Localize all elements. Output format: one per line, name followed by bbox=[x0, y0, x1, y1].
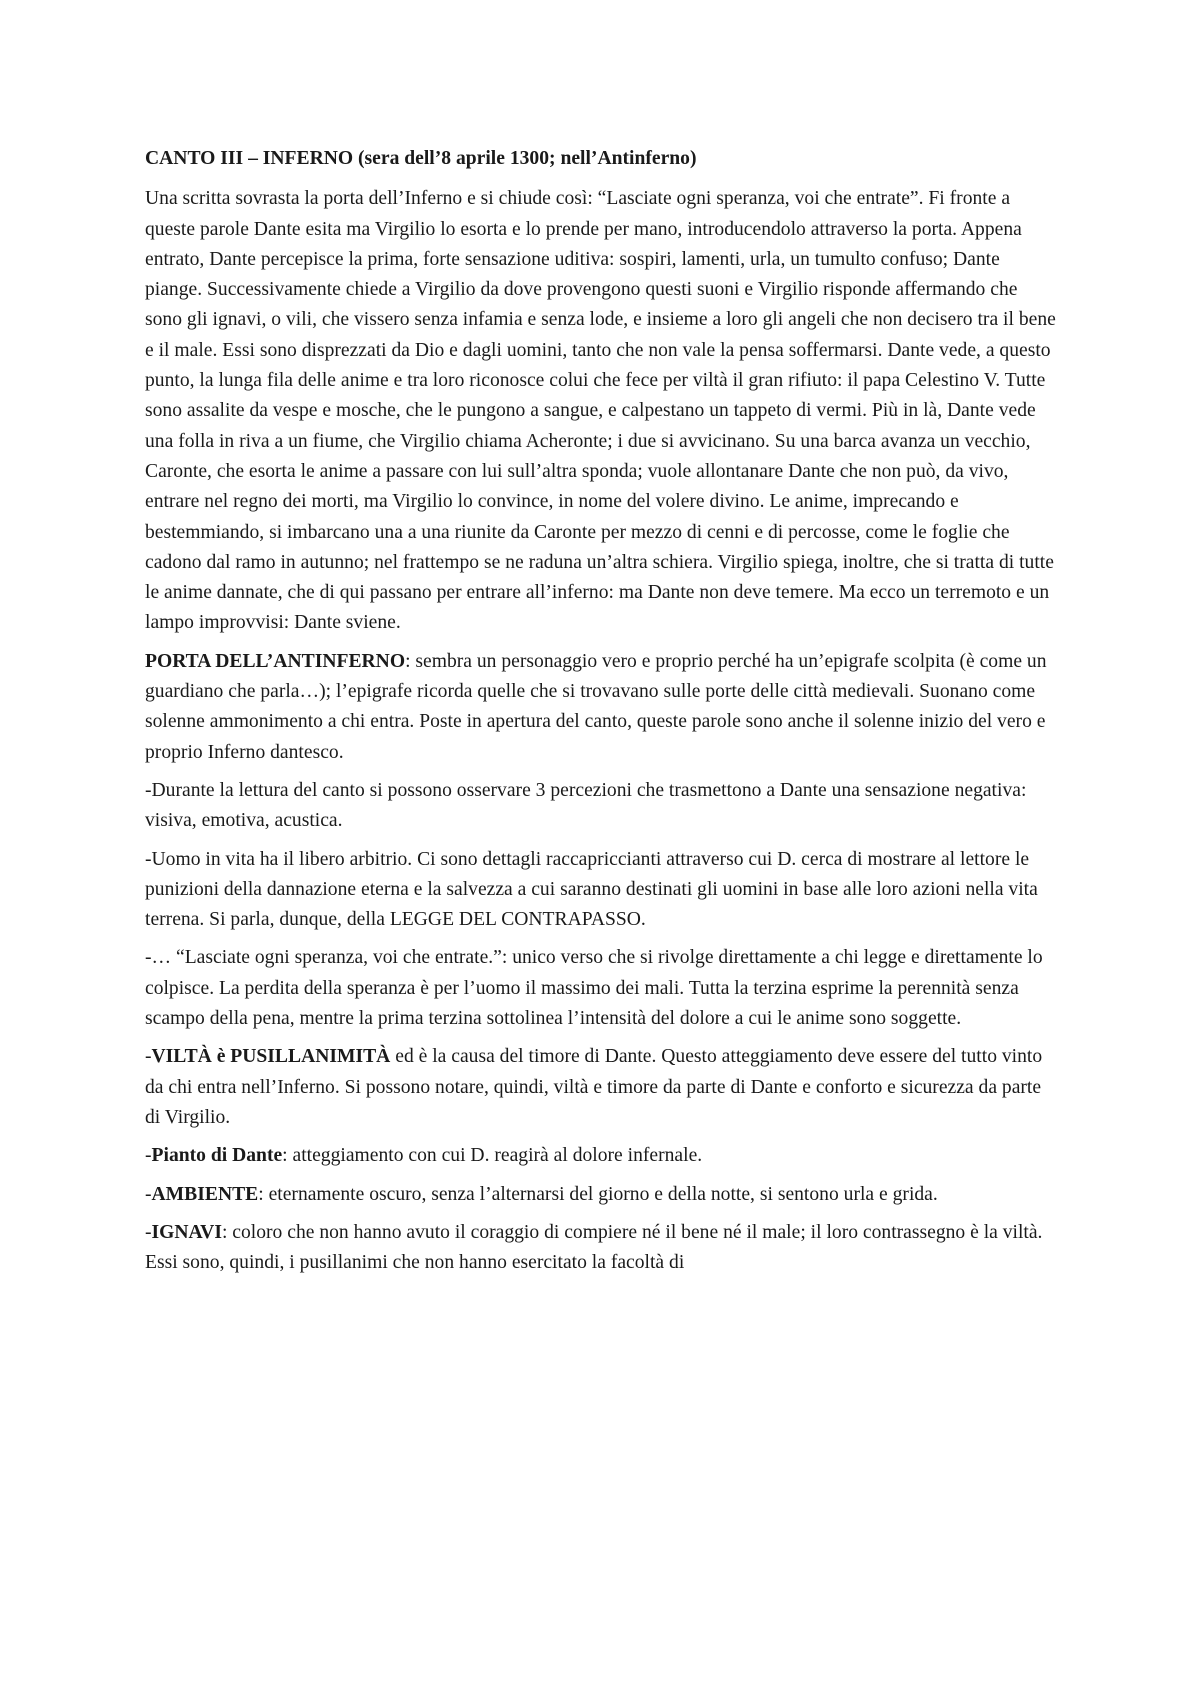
ignavi-prefix: - bbox=[145, 1221, 152, 1243]
ignavi-paragraph bbox=[145, 1218, 1057, 1279]
ignavi-heading: IGNAVI bbox=[151, 1221, 222, 1243]
ambiente-heading: AMBIENTE bbox=[151, 1183, 259, 1205]
ignavi-text: : coloro che non hanno avuto il coraggio di compiere né il bene né il male; il loro contrassegno è la viltà. Essi sono, quindi, i pusillanimi che non hanno esercitato la facoltà di bbox=[145, 1221, 1043, 1274]
document-page bbox=[145, 144, 1057, 1286]
ambiente-text: : eternamente oscuro, senza l’alternarsi del giorno e della notte, si sentono urla e grida. bbox=[258, 1183, 938, 1205]
vilta-paragraph bbox=[145, 1042, 1057, 1133]
document-title: CANTO III – INFERNO (sera dell’8 aprile 1300; nell’Antinferno) bbox=[145, 148, 697, 169]
vilta-prefix: - bbox=[145, 1046, 152, 1068]
summary-paragraph: Una scritta sovrasta la porta dell’Inferno e si chiude così: “Lasciate ogni speranza, voi che entrate”. Fi fronte a queste parole Dante esita ma Virgilio lo esorta e lo prende per mano, introducendolo attraverso la porta. Appena entrato, Dante percepisce la prima, forte sensazione uditiva: sospiri, lamenti, urla, un tumulto confuso; Dante piange. Successivamente chiede a Virgilio da dove provengono questi suoni e Virgilio risponde affermando che sono gli ignavi, o vili, che vissero senza infamia e senza lode, e insieme a loro gli angeli che non decisero tra il bene e il male. Essi sono disprezzati da Dio e dagli uomini, tanto che non vale la pensa soffermarsi. Dante vede, a questo punto, la lunga fila delle anime e tra loro riconosce colui che fece per viltà il gran rifiuto: il papa Celestino V. Tutte sono assalite da vespe e mosche, che le pungono a sangue, e calpestano un tappeto di vermi. Più in là, Dante vede una folla in riva a un fiume, che Virgilio chiama Acheronte; i due si avvicinano. Su una barca avanza un vecchio, Caronte, che esorta le anime a passare con lui sull’altra sponda; vuole allontanare Dante che non può, da vivo, entrare nel regno dei morti, ma Virgilio lo convince, in nome del volere divino. Le anime, imprecando e bestemmiando, si imbarcano una a una riunite da Caronte per mezzo di cenni e di percosse, come le foglie che cadono dal ramo in autunno; nel frattempo se ne raduna un’altra schiera. Virgilio spiega, inoltre, che si tratta di tutte le anime dannate, che di qui passano per entrare all’inferno: ma Dante non deve temere. Ma ecco un terremoto e un lampo improvvisi: Dante sviene. bbox=[145, 188, 1056, 634]
arbitrio-paragraph: -Uomo in vita ha il libero arbitrio. Ci sono dettagli raccapriccianti attraverso cui D. cerca di mostrare al lettore le punizioni della dannazione eterna e la salvezza a cui saranno destinati gli uomini in base alle loro azioni nella vita terrena. Si parla, dunque, della LEGGE DEL CONTRAPASSO. bbox=[145, 848, 1038, 931]
porta-paragraph bbox=[145, 647, 1057, 768]
porta-heading: PORTA DELL’ANTINFERNO bbox=[145, 650, 406, 672]
pianto-paragraph bbox=[145, 1141, 1057, 1171]
ambiente-prefix: - bbox=[145, 1183, 152, 1205]
ambiente-paragraph bbox=[145, 1180, 1057, 1210]
pianto-text: : atteggiamento con cui D. reagirà al dolore infernale. bbox=[282, 1145, 703, 1167]
vilta-heading: VILTÀ è PUSILLANIMITÀ bbox=[151, 1046, 391, 1068]
vilta-text: ed è la causa del timore di Dante. Questo atteggiamento deve essere del tutto vinto da chi entra nell’Inferno. Si possono notare, quindi, viltà e timore da parte di Dante e conforto e sicurezza da parte di Virgilio. bbox=[145, 1046, 1043, 1128]
percezioni-paragraph: -Durante la lettura del canto si possono osservare 3 percezioni che trasmettono a Dante una sensazione negativa: visiva, emotiva, acustica. bbox=[145, 779, 1027, 832]
lasciate-paragraph: -… “Lasciate ogni speranza, voi che entrate.”: unico verso che si rivolge direttamente a chi legge e direttamente lo colpisce. La perdita della speranza è per l’uomo il massimo dei mali. Tutta la terzina esprime la perennità senza scampo della pena, mentre la prima terzina sottolinea l’intensità del dolore a cui le anime sono soggette. bbox=[145, 947, 1043, 1030]
porta-text: : sembra un personaggio vero e proprio perché ha un’epigrafe scolpita (è come un guardiano che parla…); l’epigrafe ricorda quelle che si trovavano sulle porte delle città medievali. Suonano come solenne ammonimento a chi entra. Poste in apertura del canto, queste parole sono anche il solenne inizio del vero e proprio Inferno dantesco. bbox=[145, 650, 1047, 763]
pianto-prefix: - bbox=[145, 1145, 152, 1167]
pianto-heading: Pianto di Dante bbox=[151, 1145, 283, 1167]
